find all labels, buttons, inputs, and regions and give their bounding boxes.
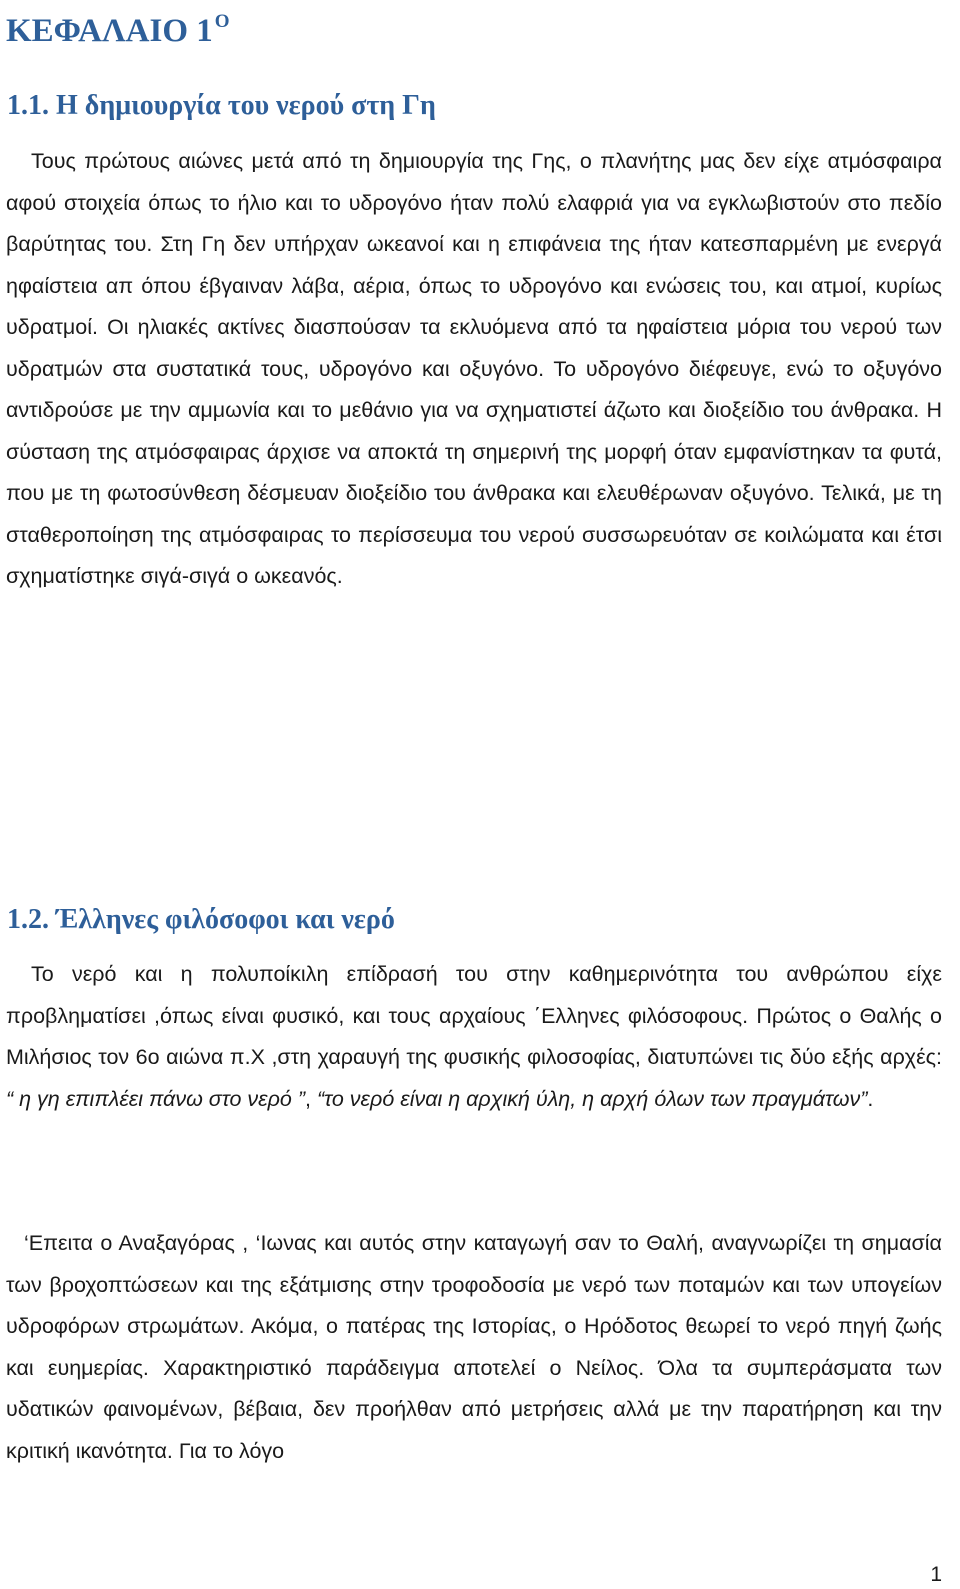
section-1-number: 1.1.	[7, 90, 49, 121]
section-2-paragraph-2: ‘Επειτα ο Αναξαγόρας , ‘Ιωνας και αυτός στην καταγωγή σαν το Θαλή, αναγνωρίζει τη σημασία των βροχοπτώσεων και της εξάτμισης στην τροφοδοσία με νερό των ποταμών και των υπογείων υδροφόρων στρωμάτων. Ακόμα, ο πατέρας της Ιστορίας, ο Ηρόδοτος θεωρεί το νερό πηγή ζωής και ευημερίας. Χαρακτηριστικό παράδειγμα αποτελεί ο Νείλος. Όλα τα συμπεράσματα των υδατικών φαινομένων, βέβαια, δεν προήλθαν από μετρήσεις αλλά με την παρατήρηση και την κριτική ικανότητα. Για το λόγο	[6, 1231, 942, 1463]
thales-quote-1: “ η γη επιπλέει πάνω στο νερό ”	[6, 1086, 306, 1111]
thales-quote-2: “το νερό είναι η αρχική ύλη, η αρχή όλων των πραγμάτων”	[316, 1086, 868, 1111]
section-2-title-text: Έλληνες φιλόσοφοι και νερό	[56, 904, 395, 935]
quote-separator: ,	[305, 1086, 317, 1111]
section-1-title	[7, 88, 436, 124]
section-2-number: 1.2.	[7, 904, 49, 935]
section-1-paragraph: Τους πρώτους αιώνες μετά από τη δημιουργία της Γης, ο πλανήτης μας δεν είχε ατμόσφαιρα αφού στοιχεία όπως το ήλιο και το υδρογόνο ήταν πολύ ελαφριά για να εγκλωβιστούν στο πεδίο βαρύτητας του. Στη Γη δεν υπήρχαν ωκεανοί και η επιφάνεια της ήταν κατεσπαρμένη με ενεργά ηφαίστεια απ όπου έβγαιναν λάβα, αέρια, όπως το υδρογόνο και ενώσεις του, και ατμοί, κυρίως υδρατμοί. Οι ηλιακές ακτίνες διασπούσαν τα εκλυόμενα από τα ηφαίστεια μόρια του νερού των υδρατμών στα συστατικά τους, υδρογόνο και οξυγόνο. Το υδρογόνο διέφευγε, ενώ το οξυγόνο αντιδρούσε με την αμμωνία και το μεθάνιο για να σχηματιστεί άζωτο και διοξείδιο του άνθρακα. Η σύσταση της ατμόσφαιρας άρχισε να αποκτά τη σημερινή της μορφή όταν εμφανίστηκαν τα φυτά, που με τη φωτοσύνθεση δέσμευαν διοξείδιο του άνθρακα και ελευθέρωναν οξυγόνο. Τελικά, με τη σταθεροποίηση της ατμόσφαιρας το περίσσευμα του νερού συσσωρευόταν σε κοιλώματα και έτσι σχηματίστηκε σιγά-σιγά ο ωκεανός.	[6, 149, 942, 588]
paragraph-text: Το νερό και η πολυποίκιλη επίδρασή του στην καθημερινότητα του ανθρώπου είχε προβληματίσει ,όπως είναι φυσικό, και τους αρχαίους ΄Ελληνες φιλόσοφους. Πρώτος ο Θαλής ο Μιλήσιος τον 6ο αιώνα π.Χ ,στη χαραυγή της φυσικής φιλοσοφίας, διατυπώνει τις δύο εξής αρχές:	[6, 962, 942, 1069]
section-2-title	[7, 902, 395, 938]
section-1-title-text: Η δημιουργία του νερού στη Γη	[56, 90, 436, 121]
chapter-title-text: ΚΕΦΑΛΑΙΟ 1	[6, 13, 213, 49]
section-2-paragraph-1	[6, 954, 942, 1120]
chapter-title	[6, 2, 230, 51]
chapter-title-superscript: Ο	[214, 11, 230, 32]
page-number: 1	[930, 1563, 942, 1586]
paragraph-end: .	[867, 1086, 874, 1111]
